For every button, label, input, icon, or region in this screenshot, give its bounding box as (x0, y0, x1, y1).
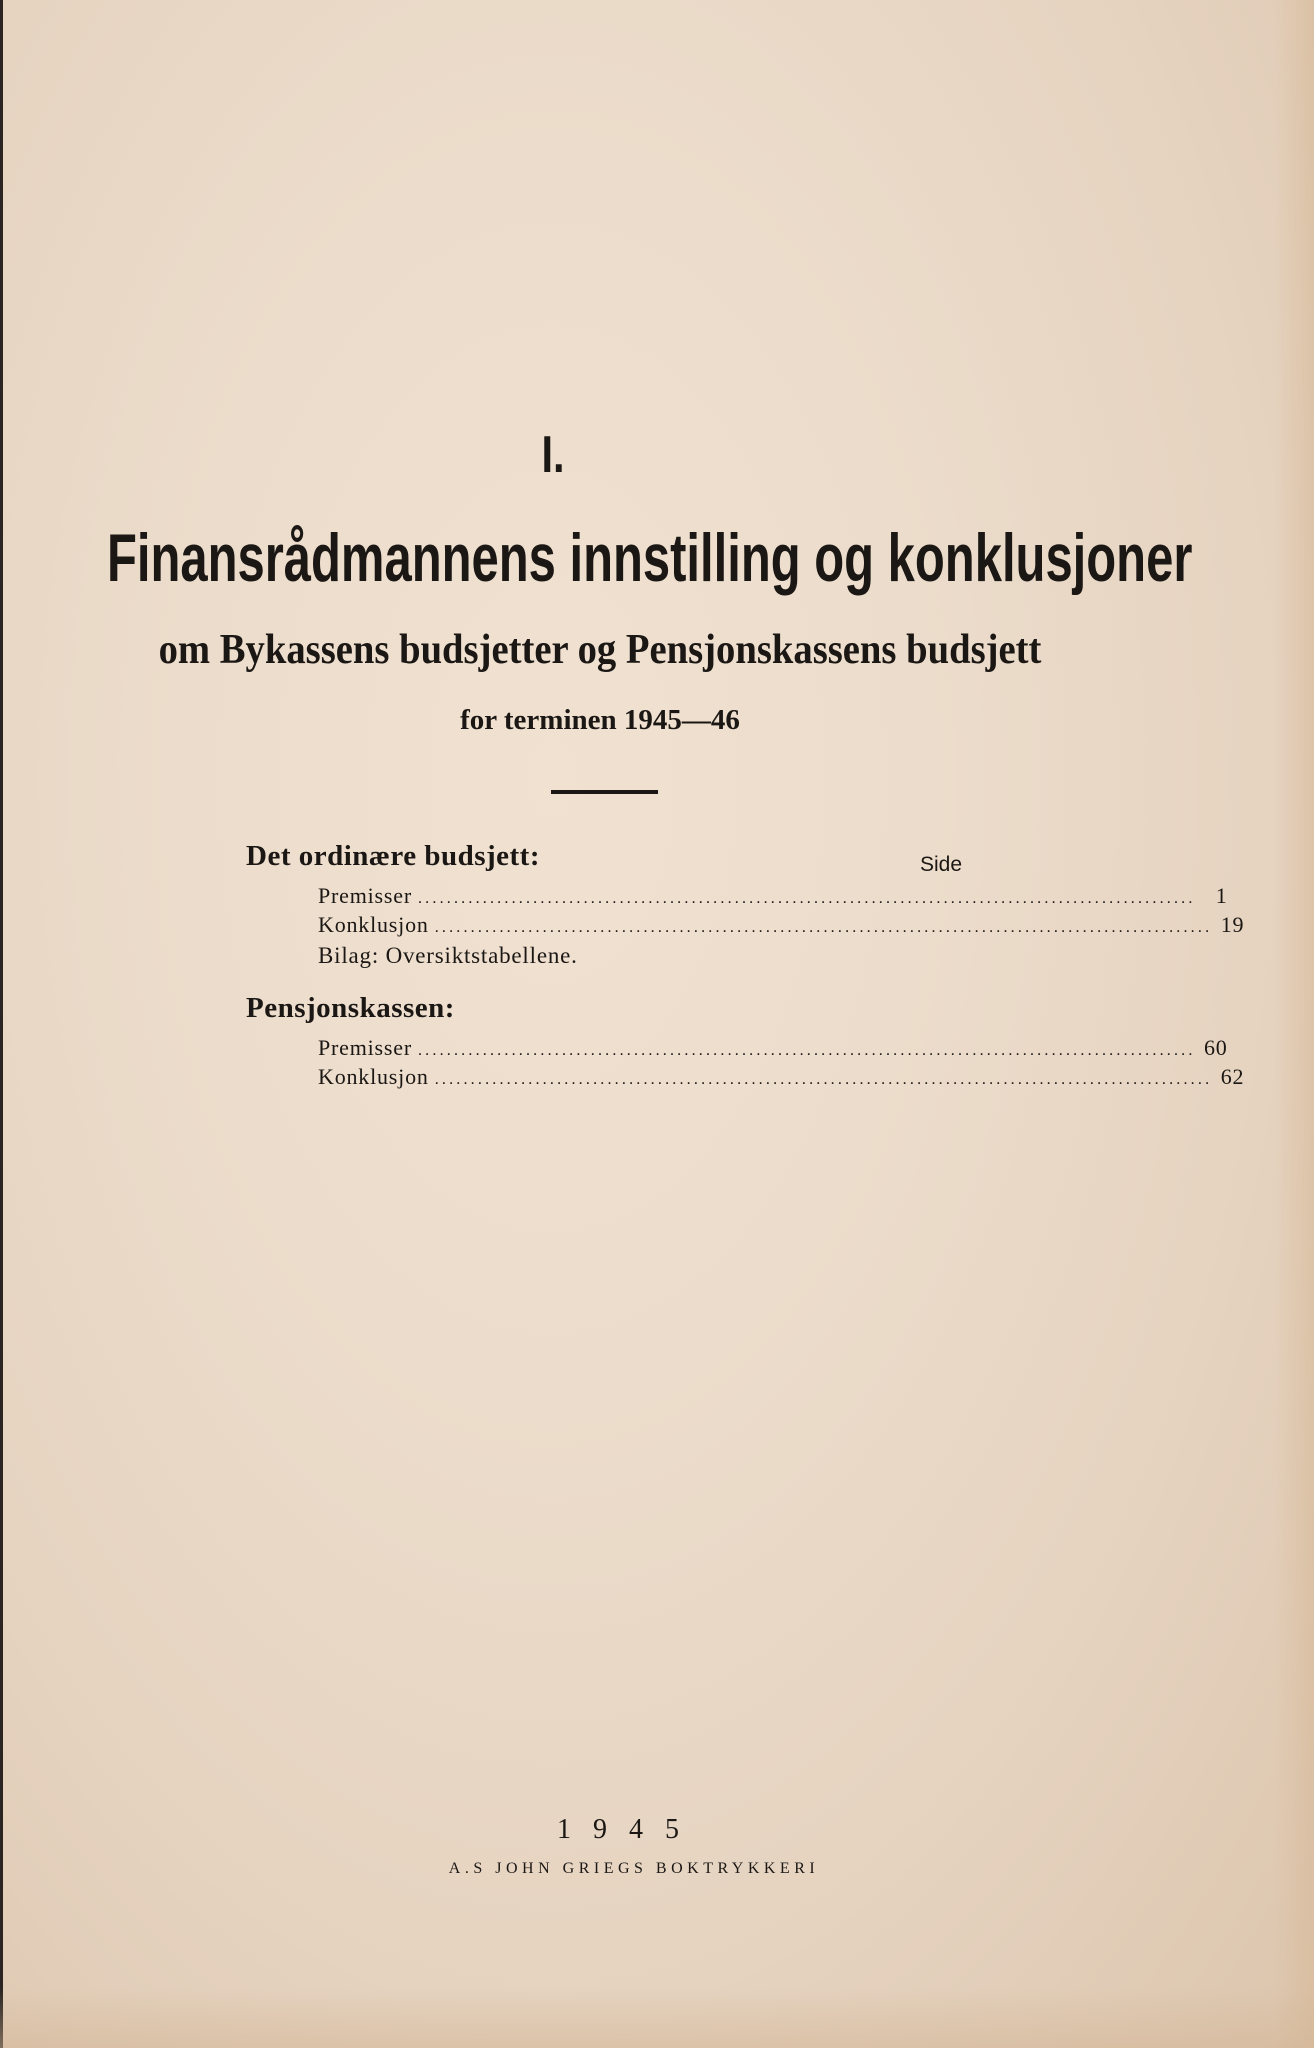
toc-entry-page: 1 (1215, 883, 1228, 908)
page-edge-shadow (0, 0, 3, 2048)
document-title: Finansrådmannens innstilling og konklusjoner (106, 520, 1193, 596)
toc-leader-dots: ............................................................................................................ (434, 1071, 1213, 1088)
toc-entry-label: Premisser (318, 1035, 412, 1060)
toc-entry-label: Konklusjon (318, 1064, 429, 1089)
toc-section-heading: Pensjonskassen: (246, 992, 455, 1024)
toc-entry (318, 910, 1245, 940)
printer-name: A.S JOHN GRIEGS BOKTRYKKERI (448, 1860, 820, 1877)
divider-rule (551, 790, 658, 794)
toc-entry-label: Premisser (318, 883, 412, 908)
toc-entry-page: 19 (1220, 912, 1245, 937)
toc-leader-dots: ............................................................................................................ (417, 890, 1196, 907)
publication-year: 1945 (557, 1814, 701, 1845)
toc-section-heading: Det ordinære budsjett: (246, 840, 540, 872)
toc-leader-dots: ............................................................................................................ (417, 1042, 1196, 1059)
page-bottom-tint (0, 1988, 1314, 2048)
toc-leader-dots: ............................................................................................................ (434, 919, 1213, 936)
toc-entry-page: 62 (1220, 1064, 1245, 1089)
toc-appendix-note: Bilag: Oversiktstabellene. (318, 943, 578, 968)
toc-entry (318, 881, 1228, 911)
document-subtitle: om Bykassens budsjetter og Pensjonskassens budsjett (158, 627, 1042, 673)
toc-entry (318, 1062, 1245, 1092)
toc-entry (318, 1033, 1228, 1063)
toc-entry-page: 60 (1203, 1035, 1228, 1060)
section-number: I. (541, 426, 565, 484)
page-column-label: Side (920, 853, 963, 876)
budget-term: for terminen 1945—46 (460, 704, 740, 736)
toc-entry-label: Konklusjon (318, 912, 429, 937)
page-edge-tint (1274, 0, 1314, 2048)
